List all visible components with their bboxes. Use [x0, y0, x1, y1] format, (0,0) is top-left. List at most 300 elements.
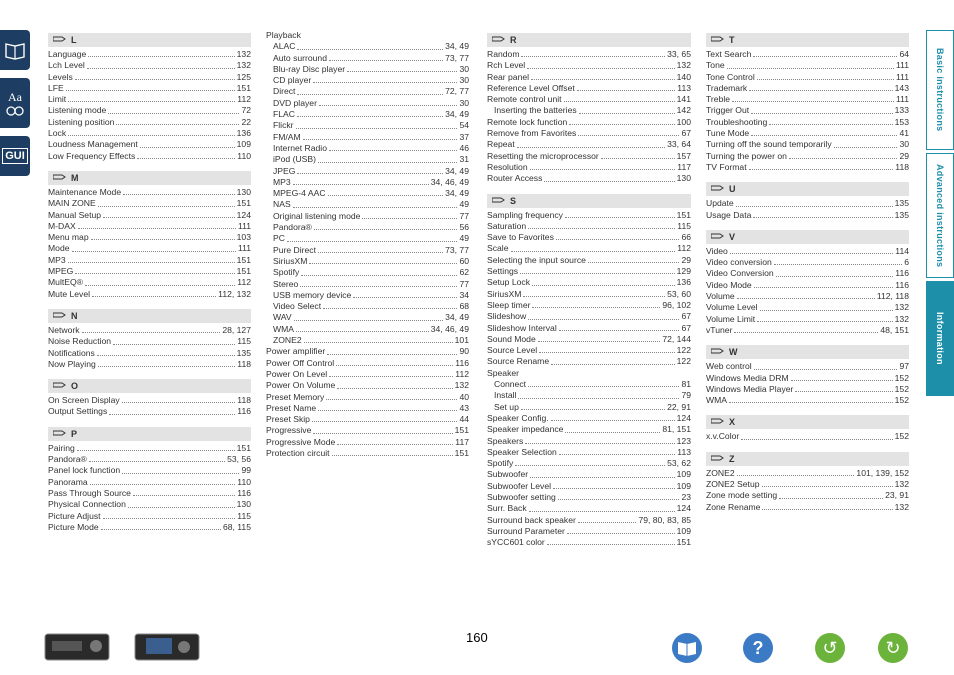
entry-pages[interactable]: 152 — [894, 431, 909, 442]
index-entry[interactable] — [266, 448, 469, 459]
tab-information[interactable] — [926, 281, 954, 396]
index-entry[interactable] — [706, 139, 909, 150]
index-entry[interactable] — [266, 222, 469, 233]
entry-pages[interactable]: 112, 118 — [876, 291, 909, 302]
index-entry[interactable] — [487, 413, 691, 424]
dot-leader — [578, 515, 637, 523]
entry-pages[interactable]: 143 — [894, 82, 909, 93]
entry-pages[interactable]: 56 — [459, 222, 469, 233]
entry-term: Physical Connection — [48, 499, 126, 510]
entry-pages[interactable]: 115 — [677, 220, 691, 231]
entry-pages[interactable]: 116 — [455, 357, 469, 368]
index-entry[interactable] — [266, 256, 469, 267]
entry-pages[interactable]: 109 — [676, 480, 691, 491]
entry-pages[interactable]: 152 — [894, 383, 909, 394]
entry-pages[interactable]: 54 — [459, 120, 469, 131]
index-entry[interactable] — [48, 266, 251, 277]
index-entry[interactable] — [706, 49, 909, 60]
entry-pages[interactable]: 130 — [236, 499, 251, 510]
entry-pages[interactable]: 6 — [904, 257, 909, 268]
index-entry[interactable] — [487, 503, 691, 514]
index-entry[interactable] — [48, 187, 251, 198]
index-entry[interactable] — [487, 390, 691, 401]
index-entry[interactable] — [266, 132, 469, 143]
index-entry[interactable] — [48, 83, 251, 94]
entry-pages[interactable]: 109 — [676, 469, 691, 480]
index-entry[interactable] — [706, 325, 909, 336]
index-entry[interactable] — [487, 458, 691, 469]
entry-pages[interactable]: 34, 49 — [445, 188, 469, 199]
index-entry[interactable] — [706, 210, 909, 221]
index-entry[interactable] — [266, 279, 469, 290]
tab-advanced-instructions[interactable] — [926, 153, 954, 278]
entry-pages[interactable]: 113 — [677, 446, 691, 457]
index-entry[interactable] — [706, 384, 909, 395]
index-entry[interactable] — [266, 414, 469, 425]
entry-pages[interactable]: 113 — [677, 82, 691, 93]
entry-pages[interactable]: 109 — [236, 139, 251, 150]
entry-pages[interactable]: 116 — [895, 268, 909, 279]
entry-pages[interactable]: 135 — [236, 347, 251, 358]
entry-pages[interactable]: 100 — [676, 116, 691, 127]
entry-pages[interactable]: 40 — [459, 391, 469, 402]
index-entry[interactable] — [48, 359, 251, 370]
index-entry[interactable] — [48, 348, 251, 359]
index-entry[interactable] — [487, 345, 691, 356]
index-entry[interactable] — [266, 211, 469, 222]
index-entry[interactable] — [48, 465, 251, 476]
entry-pages[interactable]: 130 — [676, 173, 691, 184]
contents-book-icon[interactable] — [672, 633, 702, 663]
index-entry[interactable] — [266, 437, 469, 448]
index-entry[interactable] — [266, 312, 469, 323]
entry-pages[interactable]: 112 — [237, 277, 251, 288]
entry-pages[interactable]: 124 — [676, 503, 691, 514]
index-entry[interactable] — [706, 361, 909, 372]
entry-pages[interactable]: 49 — [459, 199, 469, 210]
index-entry[interactable] — [48, 139, 251, 150]
index-entry[interactable] — [266, 188, 469, 199]
entry-pages[interactable]: 101 — [454, 335, 469, 346]
entry-pages[interactable]: 97 — [899, 361, 909, 372]
entry-pages[interactable]: 99 — [241, 465, 251, 476]
entry-pages[interactable]: 151 — [236, 442, 251, 453]
index-entry[interactable] — [266, 30, 469, 41]
entry-pages[interactable]: 79 — [681, 390, 691, 401]
index-entry[interactable] — [48, 511, 251, 522]
entry-pages[interactable]: 44 — [459, 414, 469, 425]
index-entry[interactable] — [706, 257, 909, 268]
entry-pages[interactable]: 132 — [894, 302, 909, 313]
entry-pages[interactable]: 41 — [899, 128, 909, 139]
index-entry[interactable] — [266, 120, 469, 131]
entry-pages[interactable]: 34, 49 — [445, 165, 469, 176]
index-entry[interactable] — [487, 537, 691, 548]
entry-pages[interactable]: 23, 91 — [885, 490, 909, 501]
entry-pages[interactable]: 77 — [459, 210, 469, 221]
index-entry[interactable] — [487, 232, 691, 243]
entry-pages[interactable]: 34 — [459, 289, 469, 300]
index-entry[interactable] — [266, 290, 469, 301]
index-entry[interactable] — [266, 392, 469, 403]
index-entry[interactable] — [266, 301, 469, 312]
index-entry[interactable] — [48, 488, 251, 499]
index-entry[interactable] — [706, 431, 909, 442]
index-entry[interactable] — [48, 477, 251, 488]
index-entry[interactable] — [48, 105, 251, 116]
entry-pages[interactable]: 122 — [676, 356, 691, 367]
entry-pages[interactable]: 33, 64 — [667, 139, 691, 150]
index-entry[interactable] — [48, 443, 251, 454]
index-entry[interactable] — [487, 162, 691, 173]
entry-pages[interactable]: 151 — [236, 82, 251, 93]
entry-pages[interactable]: 29 — [899, 150, 909, 161]
entry-pages[interactable]: 151 — [676, 209, 691, 220]
index-entry[interactable] — [487, 356, 691, 367]
index-entry[interactable] — [487, 151, 691, 162]
entry-pages[interactable]: 115 — [237, 336, 251, 347]
entry-pages[interactable]: 48, 151 — [880, 324, 909, 335]
entry-pages[interactable]: 34, 49 — [445, 41, 469, 52]
entry-pages[interactable]: 109 — [676, 525, 691, 536]
index-entry[interactable] — [48, 94, 251, 105]
index-entry[interactable] — [706, 198, 909, 209]
entry-pages[interactable]: 130 — [236, 186, 251, 197]
index-entry[interactable] — [706, 128, 909, 139]
entry-pages[interactable]: 151 — [454, 425, 469, 436]
entry-pages[interactable]: 114 — [895, 245, 909, 256]
index-entry[interactable] — [266, 335, 469, 346]
index-entry[interactable] — [48, 395, 251, 406]
entry-pages[interactable]: 129 — [676, 266, 691, 277]
gui-icon[interactable] — [0, 136, 30, 176]
entry-pages[interactable]: 112 — [237, 94, 251, 105]
entry-pages[interactable]: 151 — [236, 266, 251, 277]
forward-arrow-icon[interactable]: ↻ — [878, 633, 908, 663]
entry-pages[interactable]: 142 — [676, 105, 691, 116]
entry-pages[interactable]: 135 — [894, 209, 909, 220]
index-entry[interactable] — [487, 436, 691, 447]
index-entry[interactable] — [487, 379, 691, 390]
index-entry[interactable] — [706, 72, 909, 83]
index-entry[interactable] — [487, 117, 691, 128]
index-entry[interactable] — [487, 255, 691, 266]
entry-pages[interactable]: 117 — [677, 161, 691, 172]
index-entry[interactable] — [266, 166, 469, 177]
entry-pages[interactable]: 81 — [681, 379, 691, 390]
entry-pages[interactable]: 77 — [459, 278, 469, 289]
index-entry[interactable] — [487, 173, 691, 184]
entry-pages[interactable]: 34, 46, 49 — [430, 323, 469, 334]
index-entry[interactable] — [48, 289, 251, 300]
entry-pages[interactable]: 111 — [237, 243, 251, 254]
index-entry[interactable] — [706, 502, 909, 513]
index-entry[interactable] — [487, 49, 691, 60]
entry-pages[interactable]: 33, 65 — [667, 49, 691, 59]
index-entry[interactable] — [706, 291, 909, 302]
entry-pages[interactable]: 72 — [241, 105, 251, 116]
entry-pages[interactable]: 64 — [899, 49, 909, 59]
entry-pages[interactable]: 151 — [454, 447, 469, 458]
index-entry[interactable] — [266, 425, 469, 436]
index-entry[interactable] — [48, 117, 251, 128]
index-entry[interactable] — [487, 424, 691, 435]
entry-pages[interactable]: 53, 60 — [667, 288, 691, 299]
index-entry[interactable] — [266, 245, 469, 256]
index-entry[interactable] — [487, 139, 691, 150]
entry-pages[interactable]: 30 — [899, 139, 909, 150]
entry-pages[interactable]: 73, 77 — [445, 52, 469, 63]
entry-pages[interactable]: 111 — [895, 60, 909, 71]
index-entry[interactable] — [487, 266, 691, 277]
index-entry[interactable] — [48, 49, 251, 60]
index-entry[interactable] — [48, 232, 251, 243]
index-entry[interactable] — [487, 515, 691, 526]
entry-pages[interactable]: 46 — [459, 142, 469, 153]
index-entry[interactable] — [487, 72, 691, 83]
index-entry[interactable] — [48, 522, 251, 533]
entry-pages[interactable]: 115 — [237, 510, 251, 521]
entry-pages[interactable]: 111 — [895, 94, 909, 105]
index-entry[interactable] — [706, 468, 909, 479]
entry-pages[interactable]: 123 — [676, 435, 691, 446]
index-entry[interactable] — [48, 255, 251, 266]
entry-pages[interactable]: 111 — [237, 220, 251, 231]
index-entry[interactable] — [706, 246, 909, 257]
entry-pages[interactable]: 90 — [459, 346, 469, 357]
entry-pages[interactable]: 110 — [237, 476, 251, 487]
index-entry[interactable] — [266, 403, 469, 414]
entry-pages[interactable]: 135 — [894, 198, 909, 209]
book-icon[interactable] — [0, 30, 30, 70]
entry-pages[interactable]: 117 — [455, 436, 469, 447]
entry-pages[interactable]: 122 — [676, 345, 691, 356]
index-entry[interactable] — [706, 268, 909, 279]
index-entry[interactable] — [266, 346, 469, 357]
index-entry[interactable] — [487, 481, 691, 492]
index-entry[interactable] — [487, 210, 691, 221]
index-entry[interactable] — [706, 60, 909, 71]
index-entry[interactable] — [48, 72, 251, 83]
entry-pages[interactable]: 112, 132 — [218, 288, 251, 299]
index-entry[interactable] — [266, 233, 469, 244]
index-entry[interactable] — [266, 109, 469, 120]
entry-pages[interactable]: 116 — [237, 487, 251, 498]
entry-pages[interactable]: 151 — [236, 254, 251, 265]
entry-pages[interactable]: 110 — [237, 150, 251, 161]
index-entry[interactable] — [487, 402, 691, 413]
index-entry[interactable] — [48, 277, 251, 288]
entry-pages[interactable]: 49 — [459, 233, 469, 244]
entry-pages[interactable]: 67 — [681, 322, 691, 333]
index-entry[interactable] — [706, 373, 909, 384]
entry-pages[interactable]: 112 — [455, 368, 469, 379]
entry-pages[interactable]: 157 — [676, 150, 691, 161]
entry-pages[interactable]: 73, 77 — [445, 244, 469, 255]
entry-pages[interactable]: 96, 102 — [662, 299, 691, 310]
entry-pages[interactable]: 111 — [895, 71, 909, 82]
index-entry[interactable] — [266, 75, 469, 86]
entry-pages[interactable]: 103 — [236, 232, 251, 243]
index-entry[interactable] — [706, 117, 909, 128]
index-entry[interactable] — [266, 154, 469, 165]
entry-pages[interactable]: 133 — [894, 105, 909, 116]
entry-pages[interactable]: 30 — [459, 63, 469, 74]
index-entry[interactable] — [706, 314, 909, 325]
entry-pages[interactable]: 116 — [237, 406, 251, 417]
index-entry[interactable] — [487, 311, 691, 322]
index-entry[interactable] — [266, 380, 469, 391]
index-entry[interactable] — [48, 406, 251, 417]
entry-pages[interactable]: 31 — [459, 154, 469, 165]
font-sound-icon[interactable] — [0, 78, 30, 128]
index-entry[interactable] — [487, 492, 691, 503]
index-entry[interactable] — [48, 499, 251, 510]
entry-pages[interactable]: 125 — [236, 71, 251, 82]
entry-pages[interactable]: 81, 151 — [662, 424, 691, 435]
entry-pages[interactable]: 153 — [894, 116, 909, 127]
entry-pages[interactable]: 66 — [681, 232, 691, 243]
entry-pages[interactable]: 34, 49 — [445, 312, 469, 323]
index-entry[interactable] — [487, 334, 691, 345]
entry-pages[interactable]: 67 — [681, 128, 691, 139]
entry-pages[interactable]: 132 — [454, 380, 469, 391]
index-entry[interactable] — [266, 324, 469, 335]
entry-pages[interactable]: 29 — [681, 254, 691, 265]
index-entry[interactable] — [706, 151, 909, 162]
entry-pages[interactable]: 68, 115 — [222, 521, 251, 532]
index-entry[interactable] — [487, 300, 691, 311]
index-entry[interactable] — [266, 143, 469, 154]
entry-pages[interactable]: 22, 91 — [667, 401, 691, 412]
entry-pages[interactable]: 30 — [459, 75, 469, 86]
entry-pages[interactable]: 124 — [676, 412, 691, 423]
remote-display-icon[interactable] — [134, 633, 200, 666]
index-entry[interactable] — [266, 86, 469, 97]
index-entry[interactable] — [487, 526, 691, 537]
index-entry[interactable] — [48, 60, 251, 71]
entry-pages[interactable]: 141 — [676, 94, 691, 105]
index-entry[interactable] — [266, 41, 469, 52]
entry-pages[interactable]: 151 — [236, 198, 251, 209]
index-entry[interactable] — [487, 447, 691, 458]
entry-pages[interactable]: 34, 46, 49 — [430, 176, 469, 187]
index-entry[interactable] — [487, 323, 691, 334]
entry-pages[interactable]: 37 — [459, 131, 469, 142]
index-entry[interactable] — [487, 277, 691, 288]
entry-pages[interactable]: 132 — [894, 313, 909, 324]
entry-pages[interactable]: 23 — [681, 491, 691, 502]
index-entry[interactable] — [706, 479, 909, 490]
entry-pages[interactable]: 116 — [895, 279, 909, 290]
entry-pages[interactable]: 140 — [676, 71, 691, 82]
entry-pages[interactable]: 118 — [237, 358, 251, 369]
index-entry[interactable] — [266, 267, 469, 278]
index-entry[interactable] — [487, 128, 691, 139]
entry-pages[interactable]: 68 — [459, 301, 469, 312]
index-entry[interactable] — [266, 98, 469, 109]
entry-pages[interactable]: 112 — [677, 243, 691, 254]
index-entry[interactable] — [266, 369, 469, 380]
index-entry[interactable] — [266, 177, 469, 188]
index-entry[interactable] — [487, 105, 691, 116]
index-entry[interactable] — [487, 289, 691, 300]
entry-pages[interactable]: 34, 49 — [445, 109, 469, 120]
index-entry[interactable] — [487, 94, 691, 105]
entry-pages[interactable]: 132 — [894, 501, 909, 512]
index-entry[interactable] — [266, 358, 469, 369]
index-entry[interactable] — [487, 60, 691, 71]
index-entry[interactable] — [48, 210, 251, 221]
index-entry[interactable] — [266, 53, 469, 64]
entry-pages[interactable]: 132 — [676, 60, 691, 71]
entry-pages[interactable]: 60 — [459, 255, 469, 266]
index-entry[interactable] — [706, 280, 909, 291]
index-entry[interactable] — [48, 221, 251, 232]
index-entry[interactable] — [266, 199, 469, 210]
entry-pages[interactable]: 152 — [894, 372, 909, 383]
index-entry[interactable] — [706, 490, 909, 501]
front-panel-icon[interactable] — [44, 633, 110, 666]
index-entry[interactable] — [487, 469, 691, 480]
index-entry[interactable] — [487, 368, 691, 379]
index-entry[interactable] — [48, 243, 251, 254]
index-entry[interactable] — [487, 83, 691, 94]
index-entry[interactable] — [706, 105, 909, 116]
help-icon[interactable]: ? — [743, 633, 773, 663]
index-entry[interactable] — [487, 243, 691, 254]
index-entry[interactable] — [706, 94, 909, 105]
entry-pages[interactable]: 53, 62 — [667, 458, 691, 469]
entry-pages[interactable]: 67 — [681, 311, 691, 322]
index-entry[interactable] — [48, 151, 251, 162]
entry-pages[interactable]: 151 — [676, 537, 691, 548]
index-entry[interactable] — [48, 128, 251, 139]
entry-pages[interactable]: 124 — [236, 209, 251, 220]
index-entry[interactable] — [706, 395, 909, 406]
index-entry[interactable] — [48, 336, 251, 347]
index-entry[interactable] — [266, 64, 469, 75]
entry-pages[interactable]: 118 — [237, 395, 251, 406]
entry-pages[interactable]: 118 — [895, 161, 909, 172]
entry-pages[interactable]: 132 — [236, 49, 251, 59]
entry-pages[interactable]: 101, 139, 152 — [856, 467, 909, 478]
entry-pages[interactable]: 43 — [459, 402, 469, 413]
entry-pages[interactable]: 79, 80, 83, 85 — [638, 514, 691, 525]
index-entry[interactable] — [48, 454, 251, 465]
entry-pages[interactable]: 132 — [894, 479, 909, 490]
entry-pages[interactable]: 72, 77 — [445, 86, 469, 97]
index-entry[interactable] — [48, 325, 251, 336]
index-entry[interactable] — [706, 83, 909, 94]
entry-pages[interactable]: 136 — [676, 277, 691, 288]
back-arrow-icon[interactable]: ↺ — [815, 633, 845, 663]
entry-pages[interactable]: 152 — [894, 395, 909, 406]
entry-pages[interactable]: 62 — [459, 267, 469, 278]
entry-pages[interactable]: 72, 144 — [662, 333, 691, 344]
index-entry[interactable] — [706, 302, 909, 313]
entry-pages[interactable]: 30 — [459, 97, 469, 108]
entry-pages[interactable]: 136 — [236, 128, 251, 139]
entry-pages[interactable]: 53, 56 — [227, 454, 251, 465]
tab-basic-instructions[interactable] — [926, 30, 954, 150]
index-entry[interactable] — [487, 221, 691, 232]
index-entry[interactable] — [48, 198, 251, 209]
index-entry[interactable] — [706, 162, 909, 173]
entry-pages[interactable]: 28, 127 — [222, 324, 251, 335]
entry-pages[interactable]: 132 — [236, 60, 251, 71]
entry-pages[interactable]: 22 — [241, 116, 251, 127]
